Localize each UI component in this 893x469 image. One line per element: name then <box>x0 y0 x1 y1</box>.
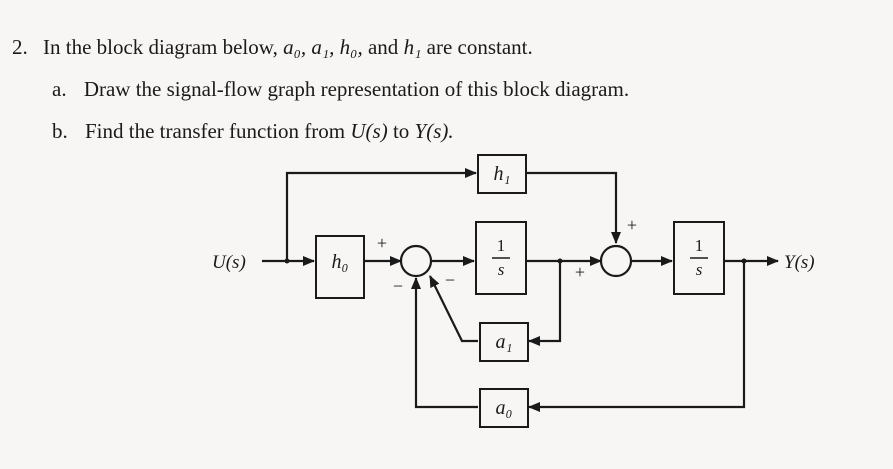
intro-last: h₁ <box>403 35 422 59</box>
input-signal-label: U(s) <box>212 252 246 273</box>
sum1 <box>401 246 431 276</box>
part-a-letter: a. <box>52 77 67 101</box>
sum2 <box>601 246 631 276</box>
intro-and: and <box>367 35 399 59</box>
part-b-to-word: to <box>392 119 410 143</box>
part-b-to: Y(s). <box>414 119 454 143</box>
label-int1-num: 1 <box>496 236 506 255</box>
sign-sum2-bottom: + <box>574 262 586 282</box>
problem-number: 2. <box>12 35 28 59</box>
label-a0: a₀ <box>495 397 513 419</box>
label-int2-den: s <box>695 260 703 279</box>
wire-h1-to-sum2 <box>527 173 616 243</box>
intro-vars: a₀, a₁, h₀, <box>283 35 363 59</box>
output-signal-label: Y(s) <box>784 252 815 273</box>
junction-output <box>742 259 747 264</box>
label-h1: h₁ <box>493 163 511 185</box>
sign-sum1-bottom: − <box>392 276 404 296</box>
label-int1-den: s <box>497 260 505 279</box>
label-h0: h₀ <box>331 251 349 273</box>
junction-int1 <box>558 259 563 264</box>
intro-suffix: are constant. <box>426 35 533 59</box>
label-int2-num: 1 <box>694 236 704 255</box>
part-b-prefix: Find the transfer function from <box>85 119 346 143</box>
label-a1: a₁ <box>495 331 513 353</box>
wire-to-a1 <box>529 261 560 341</box>
part-b-letter: b. <box>52 119 68 143</box>
part-a-text: Draw the signal-flow graph representation of this block diagram. <box>83 77 630 101</box>
intro-prefix: In the block diagram below, <box>43 35 278 59</box>
junction-input <box>285 259 290 264</box>
part-b-from: U(s) <box>350 119 388 143</box>
sign-sum1-top: + <box>376 233 388 253</box>
sign-sum1-right: − <box>444 270 456 290</box>
sign-sum2-top: + <box>626 215 638 235</box>
wire-a0-to-sum1 <box>416 278 478 407</box>
